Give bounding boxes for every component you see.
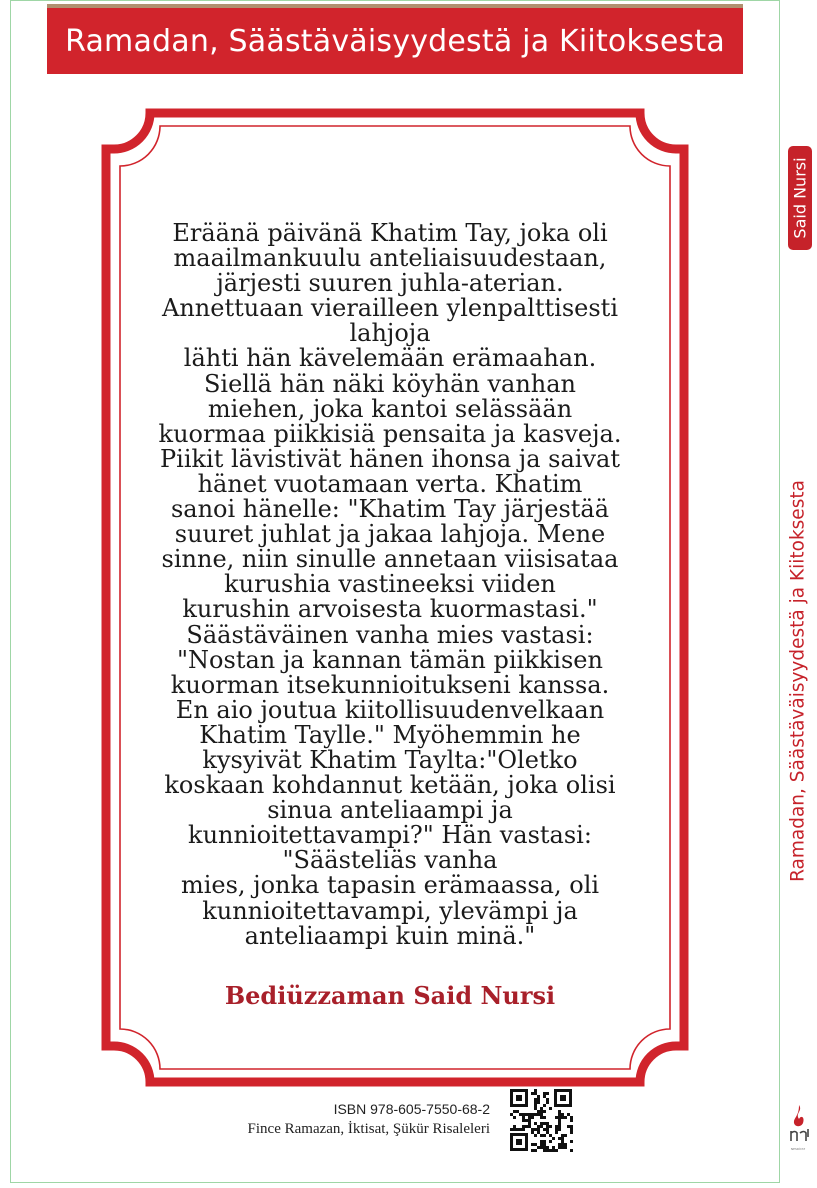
quote-line: sanoi hänelle: "Khatim Tay järjestää	[170, 495, 610, 524]
quote-line: suuret juhlat ja jakaa lahjoja. Mene	[174, 520, 606, 549]
quote-line: sinne, niin sinulle annetaan viisisataa	[161, 545, 619, 574]
quote-line: maailmankuulu anteliaisuudestaan,	[173, 244, 607, 273]
quote-line: En aio joutua kiitollisuudenvelkaan	[175, 695, 605, 724]
quote-line: kurushia vastineeksi viiden	[224, 570, 556, 599]
quote-line: kunnioitettavampi?" Hän vastasi:	[188, 821, 592, 850]
flame-logo-icon	[787, 1103, 811, 1147]
quote-line: mies, jonka tapasin erämaassa, oli	[180, 871, 600, 900]
quote-line: koskaan kohdannut ketään, joka olisi	[164, 771, 616, 800]
quote-line: sinua anteliaampi ja	[267, 796, 513, 825]
spine-author: Said Nursi	[790, 157, 810, 239]
quote-line: anteliaampi kuin minä."	[244, 921, 536, 950]
quote-line: Piikit lävistivät hänen ihonsa ja saivat	[160, 444, 620, 473]
quote-line: järjesti suuren juhla-aterian.	[216, 269, 564, 298]
spine-title: Ramadan, Säästäväisyydestä ja Kiitoksesta	[787, 480, 809, 882]
quote-line: kysyivät Khatim Taylta:"Oletko	[202, 745, 578, 774]
quote-line: "Säästeliäs vanha	[282, 846, 498, 875]
quote-author: Bediüzzaman Said Nursi	[224, 981, 556, 1010]
quote-line: kunnioitettavampi, ylevämpi ja	[202, 896, 578, 925]
quote-line: lähti hän kävelemään erämaahan.	[183, 344, 597, 373]
book-title: Ramadan, Säästäväisyydestä ja Kiitoksesta	[65, 23, 725, 59]
quote-line: lahjoja	[349, 319, 431, 348]
quote-line: Annettuaan vierailleen ylenpalttisesti	[162, 294, 618, 323]
quote-line: Siellä hän näki köyhän vanhan	[203, 369, 577, 398]
isbn-number: ISBN 978-605-7550-68-2	[333, 1101, 490, 1117]
spine-author-tab	[788, 146, 812, 250]
qr-code-icon	[508, 1087, 574, 1153]
series-name: Fince Ramazan, İktisat, Şükür Risaleleri	[247, 1121, 490, 1137]
quote-line: kuorman itsekunnioitukseni kanssa.	[170, 670, 610, 699]
quote-line: Säästäväinen vanha mies vastasi:	[186, 620, 594, 649]
quote-line: Eräänä päivänä Khatim Tay, joka oli	[172, 219, 608, 247]
quote-line: miehen, joka kantoi selässään	[207, 394, 573, 423]
quote-line: Khatim Taylle." Myöhemmin he	[199, 720, 581, 749]
quote-line: kurushin arvoisesta kuormastasi."	[182, 595, 598, 624]
publisher-small-text: NESRİYAT	[790, 1147, 806, 1151]
quote-text	[130, 221, 650, 949]
quote-line: "Nostan ja kannan tämän piikkisen	[177, 645, 603, 674]
quote-line: hänet vuotamaan verta. Khatim	[197, 469, 583, 498]
quote-line: kuormaa piikkisiä pensaita ja kasveja.	[158, 419, 622, 448]
